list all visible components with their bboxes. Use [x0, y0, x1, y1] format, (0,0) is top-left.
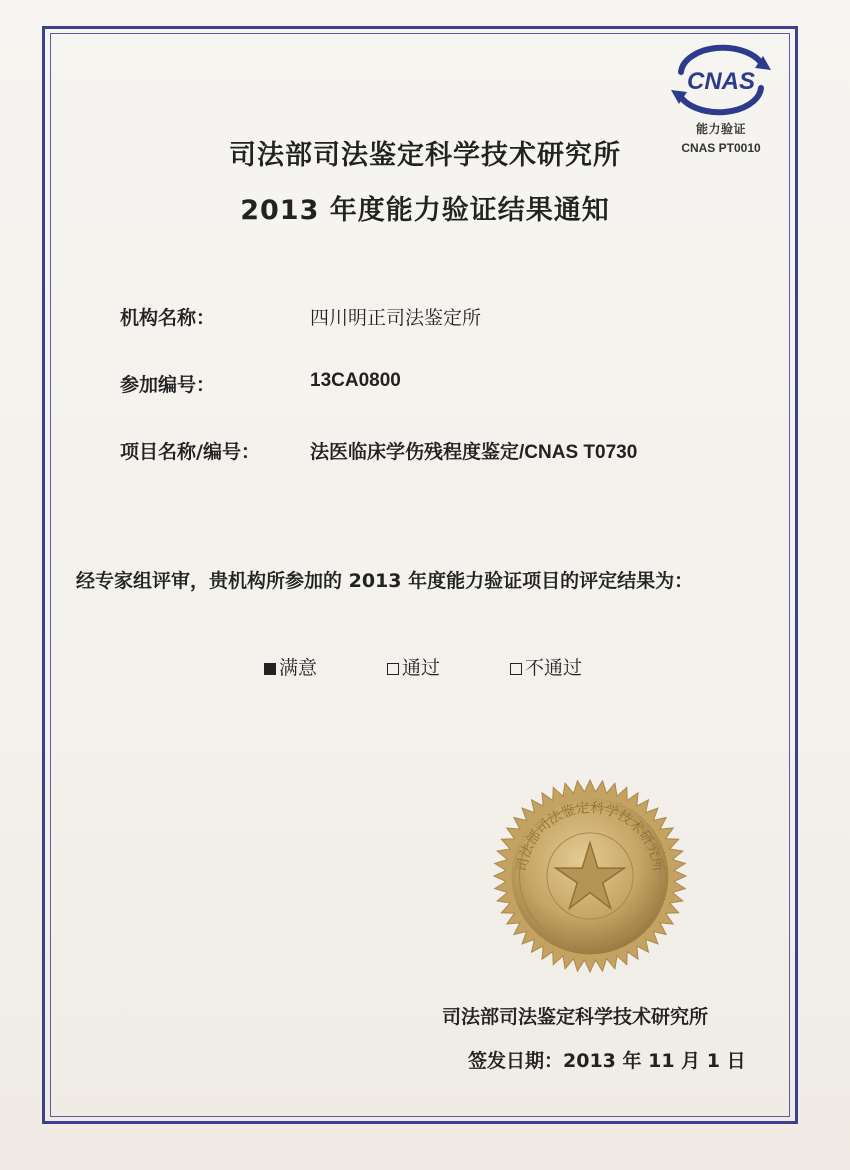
option-label: 满意: [279, 657, 318, 679]
field-label-participant-id: 参加编号：: [120, 374, 216, 396]
notice-title: 2013 年度能力验证结果通知: [240, 195, 610, 226]
option-satisfactory: [264, 653, 317, 680]
seal-text: 司法部司法鉴定科学技术研究所: [514, 799, 666, 873]
issuer-signature: 司法部司法鉴定科学技术研究所: [442, 1006, 709, 1028]
evaluation-statement: 经专家组评审，贵机构所参加的 2013 年度能力验证项目的评定结果为：: [76, 570, 694, 592]
cnas-code: CNAS PT0010: [681, 141, 761, 155]
field-label-project: 项目名称/编号：: [120, 441, 260, 463]
issue-date: 签发日期：2013 年 11 月 1 日: [468, 1050, 746, 1072]
checked-box-icon: [264, 663, 276, 675]
option-fail: [510, 653, 582, 680]
issuer-title: 司法部司法鉴定科学技术研究所: [229, 140, 621, 171]
field-label-institution: 机构名称：: [120, 307, 216, 329]
field-value-project: 法医临床学伤残程度鉴定/CNAS T0730: [310, 442, 638, 463]
svg-text:CNAS: CNAS: [686, 68, 756, 95]
cnas-subtitle: 能力验证: [695, 122, 746, 136]
option-label: 不通过: [525, 657, 583, 679]
field-value-participant-id: 13CA0800: [310, 370, 401, 391]
cnas-emblem-icon: [667, 42, 775, 118]
option-label: 通过: [402, 657, 441, 679]
unchecked-box-icon: [387, 663, 399, 675]
option-pass: [387, 653, 440, 680]
gold-seal-icon: [492, 778, 688, 974]
unchecked-box-icon: [510, 663, 522, 675]
field-value-institution: 四川明正司法鉴定所: [310, 307, 482, 329]
